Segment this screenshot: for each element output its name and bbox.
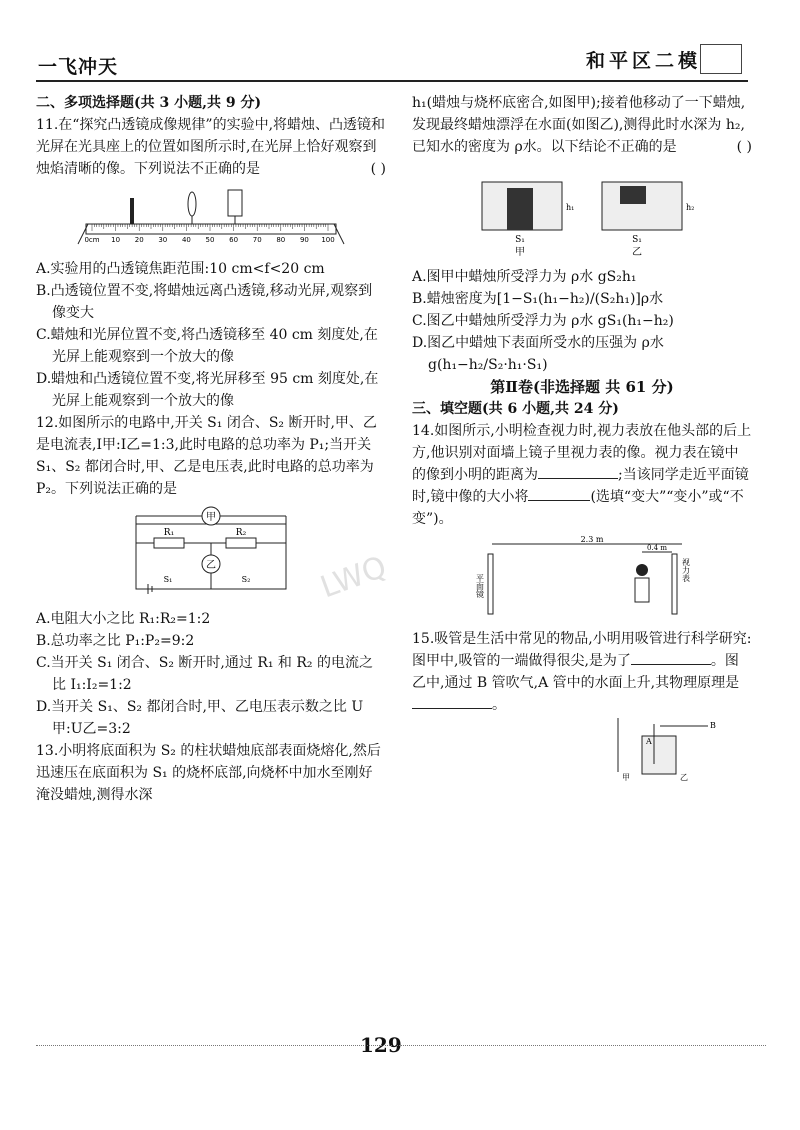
q13-stem-cont: h₁(蜡烛与烧杯底密合,如图甲);接着他移动了一下蜡烛,发现最终蜡烛漂浮在水面(如图乙),测得此时水深为 h₂,已知水的密度为 ρ水。以下结论不正确的是 ( ) [412, 95, 752, 155]
q12-stem: 12.如图所示的电路中,开关 S₁ 闭合、S₂ 断开时,甲、乙是电流表,I甲:I乙=1:3,此时电路的总功率为 P₁;当开关 S₁、S₂ 都闭合时,甲、乙是电压表,此时电路的总功率为 P₂。下列说法正确的是 [36, 415, 377, 497]
resistor-r2-label: R₂ [235, 528, 247, 538]
page-number: 129 [360, 1033, 402, 1057]
eye-test-figure [462, 534, 702, 624]
section2-title: 二、多项选择题(共 3 小题,共 9 分) [36, 95, 262, 111]
distance-0-4m-label: 0.4 m [647, 544, 667, 552]
q14-blank-1[interactable] [538, 464, 618, 479]
ruler-label: 60 [229, 236, 239, 244]
q12-option-a: A.电阻大小之比 R₁:R₂=1:2 [36, 611, 211, 627]
q15-blank-1[interactable] [631, 650, 711, 665]
tube-b-label: B [710, 721, 716, 730]
switch-s1-label: S₁ [163, 575, 173, 584]
optical-bench-figure [76, 184, 346, 254]
left-column [36, 92, 386, 806]
q11-option-b: B.凸透镜位置不变,将蜡烛远离凸透镜,移动光屏,观察到像变大 [36, 283, 373, 321]
q11-stem: 11.在“探究凸透镜成像规律”的实验中,将蜡烛、凸透镜和光屏在光具座上的位置如图所示时,在光屏上恰好观察到烛焰清晰的像。下列说法不正确的是 ( ) [36, 117, 386, 177]
figure-yi-label: 乙 [680, 773, 688, 782]
ruler-label: 30 [158, 236, 168, 244]
exam-title: 和平区二模 [586, 50, 702, 72]
candle-beaker-figure [462, 162, 702, 262]
tube-a-label: A [646, 737, 652, 746]
q15-blank-2[interactable] [412, 694, 492, 709]
distance-2-3m-label: 2.3 m [580, 535, 604, 544]
straw-figure [612, 714, 732, 784]
footer-divider [36, 1045, 766, 1046]
q13-option-a: A.图甲中蜡烛所受浮力为 ρ水 gS₂h₁ [412, 269, 637, 285]
figure-jia-label: 甲 [515, 247, 525, 258]
figure-jia-label: 甲 [622, 773, 630, 782]
q15-stem: 15.吸管是生活中常见的物品,小明用吸管进行科学研究:图甲中,吸管的一端做得很尖,是为了 。图乙中,通过 B 管吹气,A 管中的水面上升,其物理原理是。 [412, 631, 752, 713]
q14-blank-2[interactable] [528, 486, 590, 501]
part2-title: 第Ⅱ卷(非选择题 共 61 分) [490, 378, 674, 396]
book-series-title: 一飞冲天 [38, 56, 119, 78]
ruler-label: 20 [134, 236, 144, 244]
eye-chart-label: 视力表 [681, 558, 691, 582]
q13-option-b: B.蜡烛密度为[1−S₁(h₁−h₂)/(S₂h₁)]ρ水 [412, 291, 664, 307]
resistor-r1-label: R₁ [163, 528, 175, 538]
ruler-label: 0cm [84, 236, 100, 244]
watermark-stamp: LWQ [316, 549, 392, 606]
q12-option-d: D.当开关 S₁、S₂ 都闭合时,甲、乙电压表示数之比 U甲:U乙=3:2 [36, 699, 364, 737]
depth-h1-label: h₁ [566, 203, 575, 212]
right-column [412, 92, 752, 784]
q13-stem-start: 13.小明将底面积为 S₂ 的柱状蜡烛底部表面烧熔化,然后迅速压在底面积为 S₁ 的烧杯底部,向烧杯中加水至刚好淹没蜡烛,测得水深 [36, 743, 381, 803]
ruler-label: 80 [276, 236, 286, 244]
q11-option-c: C.蜡烛和光屏位置不变,将凸透镜移至 40 cm 刻度处,在光屏上能观察到一个放大的像 [36, 327, 378, 365]
section3-title: 三、填空题(共 6 小题,共 24 分) [412, 401, 619, 417]
header-logo [700, 44, 742, 74]
ruler-label: 50 [205, 236, 215, 244]
q11-option-d: D.蜡烛和凸透镜位置不变,将光屏移至 95 cm 刻度处,在光屏上能观察到一个放大的像 [36, 371, 379, 409]
q13-option-c: C.图乙中蜡烛所受浮力为 ρ水 gS₁(h₁−h₂) [412, 313, 674, 329]
ruler-label: 90 [299, 236, 309, 244]
meter-yi-label: 乙 [206, 560, 216, 571]
q12-option-b: B.总功率之比 P₁:P₂=9:2 [36, 633, 195, 649]
ruler-label: 100 [321, 236, 335, 244]
q12-option-c: C.当开关 S₁ 闭合、S₂ 断开时,通过 R₁ 和 R₂ 的电流之比 I₁:I₂=1:2 [36, 655, 373, 693]
q13-option-d: D.图乙中蜡烛下表面所受水的压强为 ρ水 g(h₁−h₂/S₂·h₁·S₁) [412, 335, 664, 373]
switch-s2-label: S₂ [241, 575, 251, 584]
ruler-label: 10 [111, 236, 121, 244]
beaker-jia-area-label: S₁ [515, 235, 525, 245]
ruler-label: 40 [181, 236, 191, 244]
mirror-label: 平面镜 [475, 574, 485, 598]
circuit-diagram [126, 504, 296, 604]
depth-h2-label: h₂ [686, 203, 695, 212]
q14-stem: 14.如图所示,小明检查视力时,视力表放在他头部的后上方,他识别对面墙上镜子里视力表的像。视力表在镜中的像到小明的距离为 ;当该同学走近平面镜时,镜中像的大小将 (选填“变大”“变小”或“不变”)。 [412, 423, 752, 527]
figure-yi-label: 乙 [632, 247, 642, 258]
q11-option-a: A.实验用的凸透镜焦距范围:10 cm<f<20 cm [36, 261, 325, 277]
ammeter-jia-label: 甲 [206, 512, 216, 523]
ruler-label: 70 [252, 236, 262, 244]
header-divider [36, 80, 748, 82]
beaker-yi-area-label: S₁ [632, 235, 642, 245]
